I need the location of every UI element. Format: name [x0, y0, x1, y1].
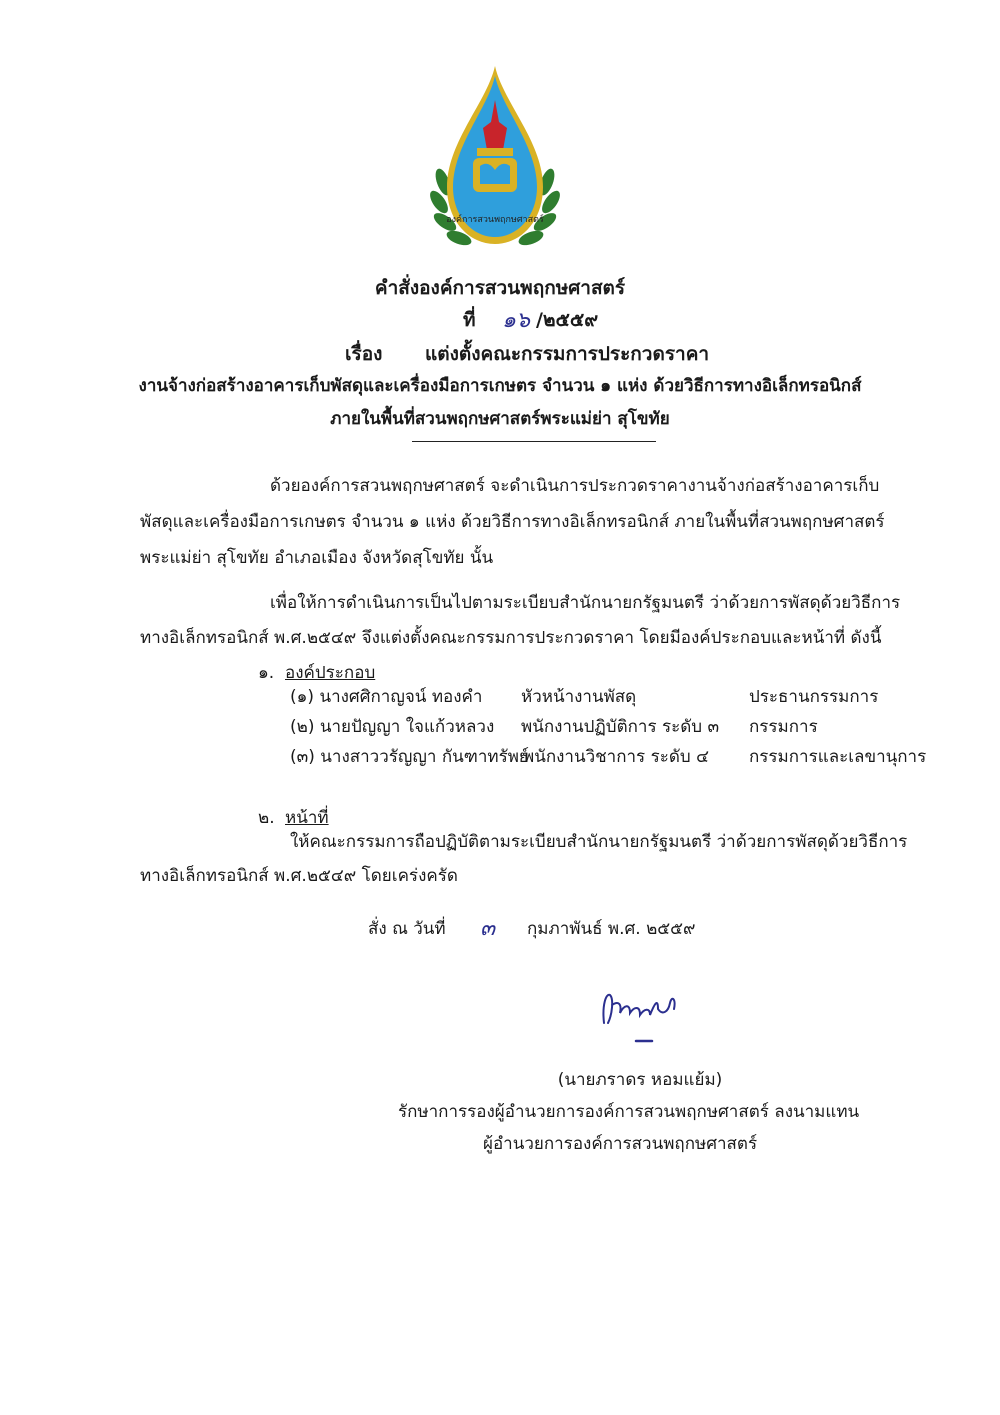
member-1-role: ประธานกรรมการ	[749, 687, 879, 707]
organization-emblem-icon	[425, 62, 565, 257]
subject-label: เรื่อง	[345, 343, 383, 365]
member-2-name: (๒) นายปัญญา ใจแก้วหลวง	[290, 717, 495, 737]
section2-title: หน้าที่	[285, 808, 329, 828]
section2-number: ๒.	[258, 808, 275, 828]
member-2-role: กรรมการ	[749, 717, 818, 737]
order-number-suffix: /๒๕๕๙	[536, 309, 599, 331]
member-1-position: หัวหน้างานพัสดุ	[521, 687, 637, 707]
member-3-name: (๓) นางสาววรัญญา กันฑาทรัพย์	[290, 747, 529, 767]
duty-line1: ให้คณะกรรมการถือปฏิบัติตามระเบียบสำนักนายกรัฐมนตรี ว่าด้วยการพัสดุด้วยวิธีการ	[290, 832, 908, 852]
signatory-name: (นายภราดร หอมแย้ม)	[557, 1070, 723, 1090]
order-title: คำสั่งองค์การสวนพฤกษศาสตร์	[374, 277, 626, 299]
para2-line1: เพื่อให้การดำเนินการเป็นไปตามระเบียบสำนักนายกรัฐมนตรี ว่าด้วยการพัสดุด้วยวิธีการ	[270, 593, 901, 613]
member-2-position: พนักงานปฏิบัติการ ระดับ ๓	[521, 717, 720, 737]
order-number-handwritten: ๑๖	[502, 308, 530, 333]
para1-line3: พระแม่ย่า สุโขทัย อำเภอเมือง จังหวัดสุโขทัย นั้น	[140, 548, 494, 568]
order-number-prefix: ที่	[463, 309, 476, 331]
date-day-handwritten: ๓	[480, 916, 496, 941]
date-suffix: กุมภาพันธ์ พ.ศ. ๒๕๕๙	[527, 919, 696, 939]
member-1-name: (๑) นางศศิกาญจน์ ทองคำ	[290, 687, 483, 707]
signatory-title-line2: ผู้อำนวยการองค์การสวนพฤกษศาสตร์	[483, 1134, 758, 1154]
para1-line1: ด้วยองค์การสวนพฤกษศาสตร์ จะดำเนินการประกวดราคางานจ้างก่อสร้างอาคารเก็บ	[270, 476, 880, 496]
header-divider	[412, 441, 656, 442]
para2-line2: ทางอิเล็กทรอนิกส์ พ.ศ.๒๕๔๙ จึงแต่งตั้งคณะกรรมการประกวดราคา โดยมีองค์ประกอบและหน้าที่ ดังนี้	[140, 628, 882, 648]
signatory-title-line1: รักษาการรองผู้อำนวยการองค์การสวนพฤกษศาสตร์ ลงนามแทน	[398, 1102, 860, 1122]
duty-line2: ทางอิเล็กทรอนิกส์ พ.ศ.๒๕๔๙ โดยเคร่งครัด	[140, 866, 458, 886]
subject-line2: งานจ้างก่อสร้างอาคารเก็บพัสดุและเครื่องมือการเกษตร จำนวน ๑ แห่ง ด้วยวิธีการทางอิเล็กทรอนิกส์	[138, 376, 862, 396]
section1-number: ๑.	[258, 663, 275, 683]
date-prefix: สั่ง ณ วันที่	[368, 919, 446, 939]
member-3-role: กรรมการและเลขานุการ	[749, 747, 927, 767]
section1-title: องค์ประกอบ	[285, 663, 376, 683]
para1-line2: พัสดุและเครื่องมือการเกษตร จำนวน ๑ แห่ง ด้วยวิธีการทางอิเล็กทรอนิกส์ ภายในพื้นที่สวนพฤกษศาสตร์	[140, 512, 885, 532]
handwritten-signature	[596, 985, 686, 1045]
subject-line3: ภายในพื้นที่สวนพฤกษศาสตร์พระแม่ย่า สุโขทัย	[330, 409, 670, 429]
subject-line1: แต่งตั้งคณะกรรมการประกวดราคา	[425, 343, 710, 365]
emblem-text: องค์การสวนพฤกษศาสตร์	[446, 215, 544, 225]
member-3-position: พนักงานวิชาการ ระดับ ๔	[523, 747, 709, 767]
